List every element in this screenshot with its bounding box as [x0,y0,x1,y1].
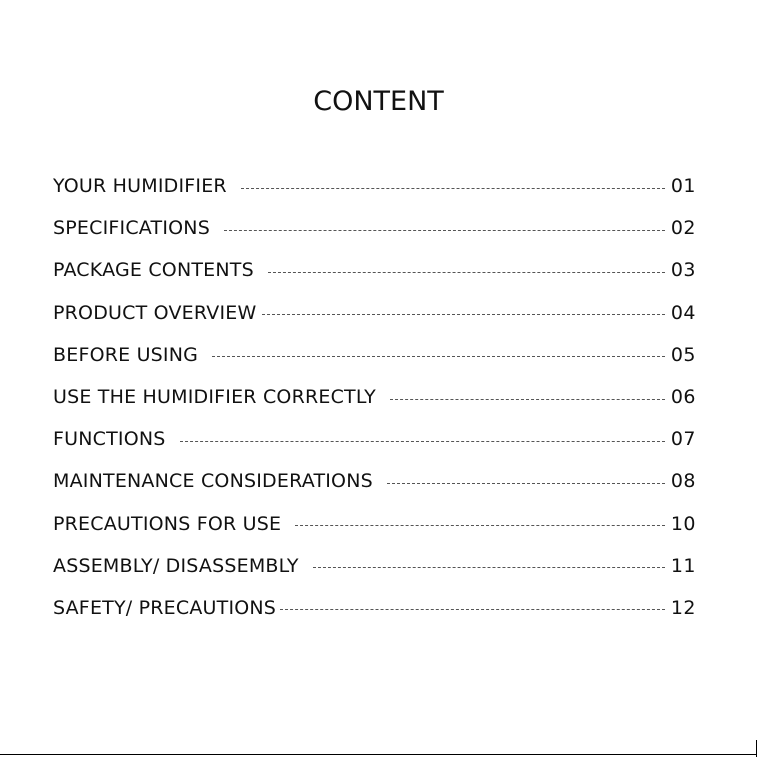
toc-entry-label: ASSEMBLY/ DISASSEMBLY [53,554,299,577]
toc-entry-specifications[interactable] [53,207,696,249]
dot-leader [295,525,665,526]
dot-leader [224,230,665,231]
dot-leader [387,483,665,484]
toc-entry-label: PRODUCT OVERVIEW [53,301,257,324]
toc-entry-page: 08 [670,470,696,493]
toc-entry-functions[interactable] [53,418,696,460]
page-edge-rule [0,754,757,755]
page-title: CONTENT [313,86,444,117]
toc-entry-label: PRECAUTIONS FOR USE [53,512,282,535]
toc-entry-label: SAFETY/ PRECAUTIONS [53,596,277,619]
dot-leader [268,272,665,273]
dot-leader [280,609,665,610]
toc-entry-use-the-humidifier-correctly[interactable] [53,376,696,418]
dot-leader [212,356,665,357]
toc-entry-safety-precautions[interactable] [53,587,696,629]
toc-entry-maintenance-considerations[interactable] [53,460,696,502]
toc-entry-label: SPECIFICATIONS [53,217,210,240]
toc-entry-label: USE THE HUMIDIFIER CORRECTLY [53,386,376,409]
toc-entry-page: 10 [670,512,696,535]
dot-leader [262,314,664,315]
toc-entry-label: BEFORE USING [53,343,199,366]
toc-entry-label: MAINTENANCE CONSIDERATIONS [53,470,373,493]
toc-entry-your-humidifier[interactable] [53,165,696,207]
toc-entry-page: 12 [670,596,696,619]
toc-entry-page: 07 [670,428,696,451]
toc-entry-precautions-for-use[interactable] [53,503,696,545]
table-of-contents [53,165,696,629]
toc-entry-label: FUNCTIONS [53,428,166,451]
toc-entry-page: 02 [670,217,696,240]
toc-entry-assembly-disassembly[interactable] [53,545,696,587]
dot-leader [313,567,665,568]
toc-entry-page: 05 [670,343,696,366]
toc-entry-page: 01 [670,175,696,198]
toc-entry-label: PACKAGE CONTENTS [53,259,254,282]
dot-leader [180,441,665,442]
dot-leader [390,399,665,400]
toc-entry-page: 03 [670,259,696,282]
toc-entry-product-overview[interactable] [53,292,696,334]
toc-entry-page: 04 [670,301,696,324]
toc-entry-label: YOUR HUMIDIFIER [53,175,227,198]
toc-entry-package-contents[interactable] [53,249,696,291]
dot-leader [241,188,665,189]
toc-entry-page: 11 [670,554,696,577]
toc-entry-page: 06 [670,386,696,409]
toc-entry-before-using[interactable] [53,334,696,376]
